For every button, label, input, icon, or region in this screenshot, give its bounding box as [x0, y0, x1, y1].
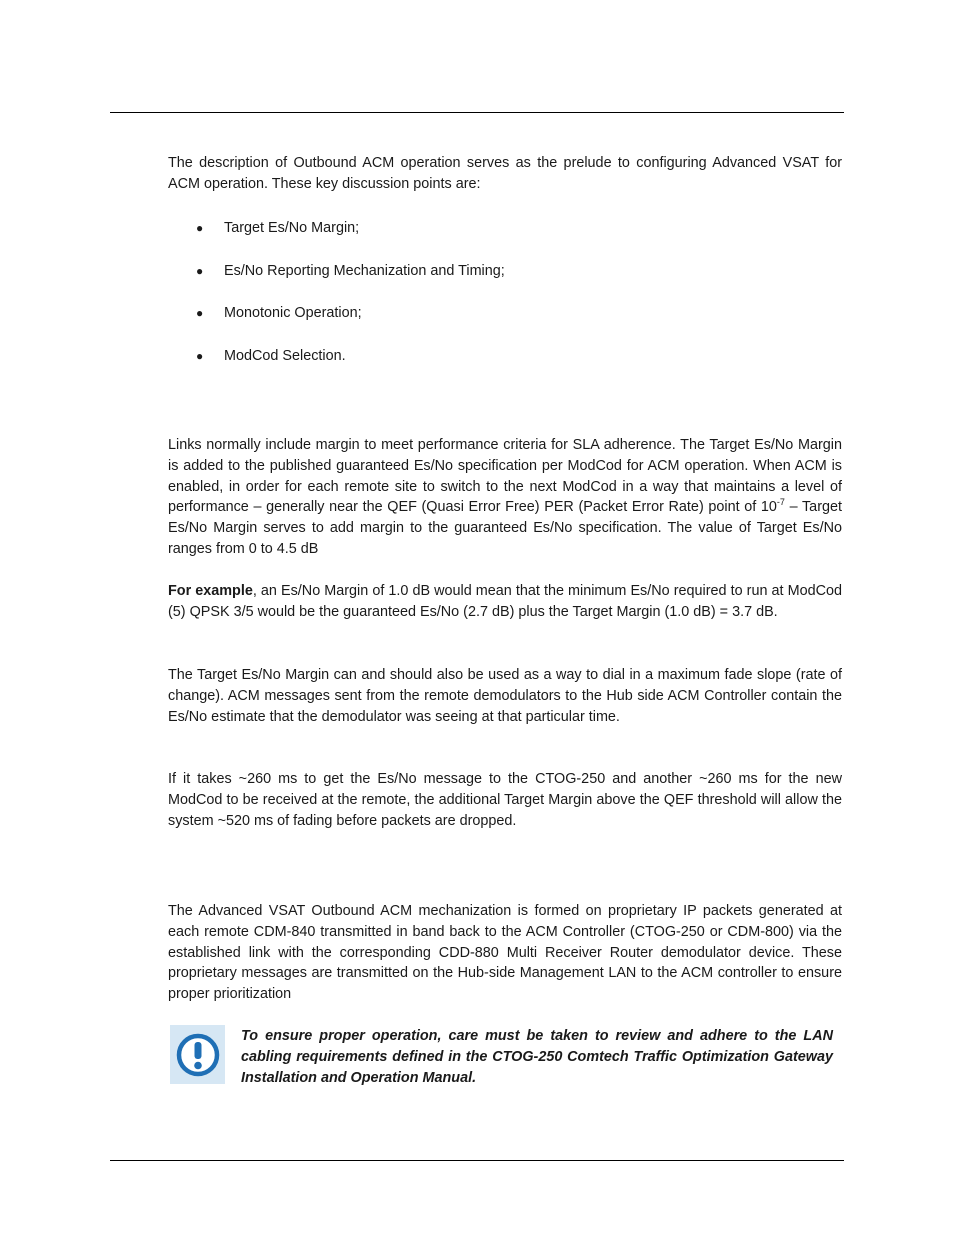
bullet-item: ● Es/No Reporting Mechanization and Timing; — [196, 263, 505, 279]
footer-rule — [110, 1160, 844, 1161]
intro-paragraph: The description of Outbound ACM operation serves as the prelude to configuring Advanced VSAT for ACM operation. These key discussion points are: — [168, 155, 842, 192]
bullet-item: ● Monotonic Operation; — [196, 305, 362, 321]
exclamation-circle-icon — [175, 1032, 221, 1078]
fade-slope-paragraph: The Target Es/No Margin can and should also be used as a way to dial in a maximum fade slope (rate of change). ACM messages sent from the remote demodulators to the Hub side ACM Controller contain the Es/No estimate that the demodulator was seeing at that particular time. — [168, 667, 842, 725]
header-rule — [110, 112, 844, 113]
important-note-icon — [170, 1025, 225, 1084]
bullet-item: ● Target Es/No Margin; — [196, 220, 360, 236]
bullet-dot-icon: ● — [196, 349, 204, 363]
note-text: To ensure proper operation, care must be taken to review and adhere to the LAN cabling requirements defined in the CTOG-250 Comtech Traffic Optimization Gateway Installation and Operation Manual. — [241, 1028, 833, 1086]
margin-paragraph-1: Links normally include margin to meet performance criteria for SLA adherence. The Target Es/No Margin is added to the published guaranteed Es/No specification per ModCod for ACM operation. When ACM is enabled, in order for each remote site to switch to the next ModCod in a way that maintains a level of performance – generally near the QEF (Quasi Error Free) PER (Packet Error Rate) point of $10^{-7}$ – Target Es/No Margin serves to add margin to the guaranteed Es/No specification. The value of Target Es/No ranges from 0 to 4.5 dB — [168, 437, 842, 557]
example-paragraph: For example, an Es/No Margin of 1.0 dB would mean that the minimum Es/No required to run at ModCod (5) QPSK 3/5 would be the guaranteed Es/No (2.7 dB) plus the Target Margin (1.0 dB) = 3.7 dB. — [168, 583, 842, 620]
timing-paragraph: If it takes ~260 ms to get the Es/No message to the CTOG-250 and another ~260 ms for the new ModCod to be received at the remote, the additional Target Margin above the QEF threshold will allow the system ~520 ms of fading before packets are dropped. — [168, 771, 842, 829]
bullet-dot-icon: ● — [196, 306, 204, 320]
bullet-item: ● ModCod Selection. — [196, 348, 346, 364]
reporting-paragraph: The Advanced VSAT Outbound ACM mechanization is formed on proprietary IP packets generated at each remote CDM-840 transmitted in band back to the ACM Controller (CTOG-250 or CDM-800) via the established link with the corresponding CDD-880 Multi Receiver Router demodulator device. These proprietary messages are transmitted on the Hub-side Management LAN to the ACM controller to ensure proper prioritization — [168, 903, 842, 1003]
bullet-dot-icon: ● — [196, 221, 204, 235]
bullet-dot-icon: ● — [196, 264, 204, 278]
